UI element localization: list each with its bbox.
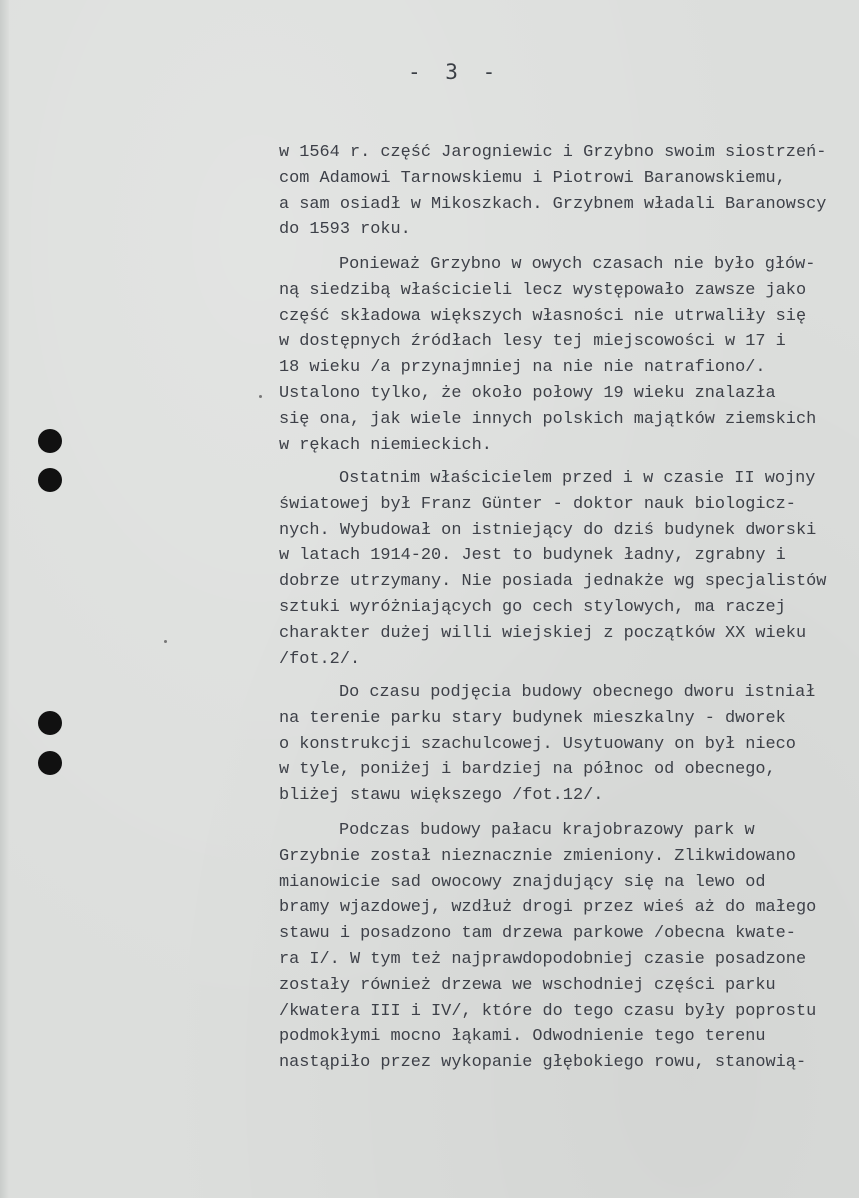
- text-line: światowej był Franz Günter - doktor nauk biologicz-: [279, 494, 796, 514]
- text-line: o konstrukcji szachulcowej. Usytuowany on był nieco: [279, 734, 796, 754]
- text-line: w latach 1914-20. Jest to budynek ładny, zgrabny i: [279, 546, 786, 566]
- text-line: się ona, jak wiele innych polskich majątków ziemskich: [279, 409, 817, 429]
- punch-hole-3: [38, 711, 62, 735]
- text-line: w rękach niemieckich.: [279, 435, 492, 455]
- text-line: w dostępnych źródłach lesy tej miejscowości w 17 i: [279, 332, 786, 352]
- text-line: /fot.2/.: [279, 649, 361, 669]
- text-line: Ostatnim właścicielem przed i w czasie II wojny: [339, 469, 816, 488]
- text-line: bramy wjazdowej, wzdłuż drogi przez wieś aż do małego: [279, 898, 817, 918]
- punch-hole-4: [38, 751, 62, 775]
- text-line: dobrze utrzymany. Nie posiada jednakże wg specjalistów: [279, 572, 827, 592]
- text-line: nastąpiło przez wykopanie głębokiego rowu, stanowią-: [279, 1053, 807, 1073]
- text-line: bliżej stawu większego /fot.12/.: [279, 786, 604, 806]
- text-line: 18 wieku /a przynajmniej na nie nie natrafiono/.: [279, 358, 766, 378]
- text-line: ra I/. W tym też najprawdopodobniej czasie posadzone: [279, 949, 807, 969]
- paragraph-2: [279, 252, 816, 458]
- text-line: charakter dużej willi wiejskiej z początków XX wieku: [279, 623, 807, 643]
- paper-edge: [0, 0, 9, 1198]
- ink-speck: [259, 395, 262, 398]
- text-line: Ponieważ Grzybno w owych czasach nie było głów-: [339, 255, 816, 274]
- text-line: stawu i posadzono tam drzewa parkowe /obecna kwate-: [279, 924, 796, 944]
- text-line: a sam osiadł w Mikoszkach. Grzybnem władali Baranowscy: [279, 194, 827, 214]
- punch-hole-2: [38, 468, 62, 492]
- text-line: do 1593 roku.: [279, 220, 411, 240]
- text-line: mianowicie sad owocowy znajdujący się na lewo od: [279, 872, 766, 892]
- page-number: - 3 -: [408, 60, 502, 84]
- paragraph-4: [279, 680, 815, 809]
- text-line: w 1564 r. część Jarogniewic i Grzybno swoim siostrzeń-: [279, 143, 827, 162]
- paragraph-3: [279, 466, 826, 672]
- text-line: Podczas budowy pałacu krajobrazowy park w: [339, 821, 755, 840]
- text-line: Ustalono tylko, że około połowy 19 wieku znalazła: [279, 383, 776, 403]
- text-line: ną siedzibą właścicieli lecz występowało zawsze jako: [279, 280, 807, 300]
- punch-hole-1: [38, 429, 62, 453]
- text-line: Grzybnie został nieznacznie zmieniony. Zlikwidowano: [279, 846, 796, 866]
- paragraph-1: [279, 140, 826, 243]
- text-line: /kwatera III i IV/, które do tego czasu były poprostu: [279, 1001, 817, 1021]
- text-line: Do czasu podjęcia budowy obecnego dworu istniał: [339, 683, 816, 702]
- paragraph-5: [279, 818, 816, 1076]
- text-line: podmokłymi mocno łąkami. Odwodnienie tego terenu: [279, 1027, 766, 1047]
- text-line: nych. Wybudował on istniejący do dziś budynek dworski: [279, 520, 817, 540]
- text-line: com Adamowi Tarnowskiemu i Piotrowi Baranowskiemu,: [279, 168, 786, 188]
- text-line: część składowa większych własności nie utrwaliły się: [279, 306, 807, 326]
- text-line: na terenie parku stary budynek mieszkalny - dworek: [279, 708, 786, 728]
- text-line: sztuki wyróżniających go cech stylowych, ma raczej: [279, 597, 786, 617]
- ink-speck: [164, 640, 167, 643]
- text-line: w tyle, poniżej i bardziej na północ od obecnego,: [279, 760, 776, 780]
- text-line: zostały również drzewa we wschodniej części parku: [279, 975, 776, 995]
